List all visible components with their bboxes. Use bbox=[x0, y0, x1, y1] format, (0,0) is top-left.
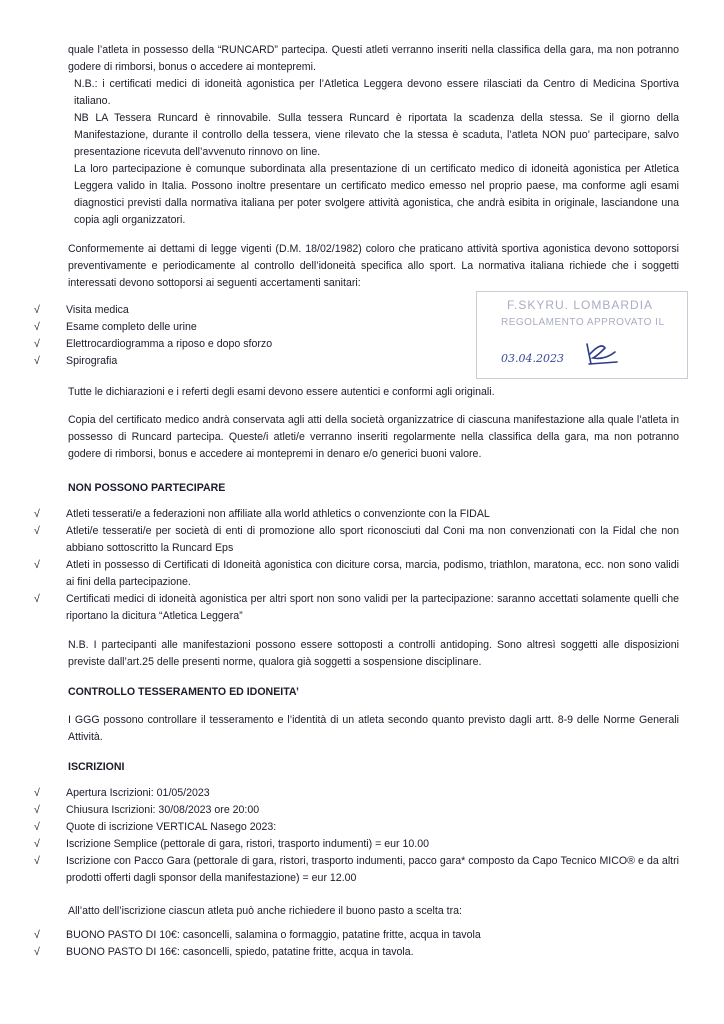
list-item: √ Atleti tesserati/e a federazioni non affiliate alla world athletics o convenzionte con la FIDAL bbox=[34, 506, 679, 523]
list-item: √ Spirografia bbox=[34, 353, 679, 370]
check-icon: √ bbox=[34, 593, 40, 605]
check-icon: √ bbox=[34, 304, 40, 316]
check-icon: √ bbox=[34, 321, 40, 333]
paragraph-buono-pasto: All’atto dell’iscrizione ciascun atleta può anche richiedere il buono pasto a scelta tra: bbox=[68, 905, 462, 917]
list-item: √ Certificati medici di idoneità agonistica per altri sport non sono validi per la partecipazione: saranno accettati solamente quelli che riportano la dicitura “Atletica Leggera” bbox=[34, 593, 679, 622]
list-item: √ BUONO PASTO DI 16€: casoncelli, spiedo, patatine fritte, acqua in tavola. bbox=[34, 944, 679, 961]
check-icon: √ bbox=[34, 946, 40, 958]
check-icon: √ bbox=[34, 855, 40, 867]
heading-controllo: CONTROLLO TESSERAMENTO ED IDONEITA’ bbox=[68, 686, 299, 698]
stamp-line-1: F.SKYRU. LOMBARDIA bbox=[507, 298, 654, 312]
list-item: √ Quote di iscrizione VERTICAL Nasego 2023: bbox=[34, 819, 679, 836]
paragraph-dichiarazioni: Tutte le dichiarazioni e i referti degli esami devono essere autentici e conformi agli originali. bbox=[68, 386, 495, 398]
list-item: √ BUONO PASTO DI 10€: casoncelli, salamina o formaggio, patatine fritte, acqua in tavola bbox=[34, 927, 679, 944]
check-icon: √ bbox=[34, 838, 40, 850]
list-item: √ Chiusura Iscrizioni: 30/08/2023 ore 20:00 bbox=[34, 802, 679, 819]
paragraph-copia-certificato: Copia del certificato medico andrà conservata agli atti della società organizzatrice di ciascuna manifestazione alla quale l’atleta in possesso di Runcard partecipa. Queste/i atleti/e verranno inseriti regolarmente nella classifica della gara, ma non potranno godere di rimborsi, bonus e accedere ai montepremi in denaro e/o generici buoni valore. bbox=[68, 414, 679, 460]
list-item: √ Visita medica bbox=[34, 302, 679, 319]
check-icon: √ bbox=[34, 787, 40, 799]
signature-icon bbox=[581, 338, 621, 368]
paragraph-runcard-intro: quale l’atleta in possesso della “RUNCARD” partecipa. Questi atleti verranno inseriti nella classifica della gara, ma non potranno godere di rimborsi, bonus o accedere ai montepremi. bbox=[68, 44, 679, 73]
stamp-line-2: REGOLAMENTO APPROVATO IL bbox=[501, 317, 665, 328]
approval-stamp bbox=[476, 291, 688, 379]
check-icon: √ bbox=[34, 559, 40, 571]
check-icon: √ bbox=[34, 804, 40, 816]
list-item: √ Esame completo delle urine bbox=[34, 319, 679, 336]
check-icon: √ bbox=[34, 508, 40, 520]
paragraph-antidoping: N.B. I partecipanti alle manifestazioni possono essere sottoposti a controlli antidoping. Sono altresì soggetti alle disposizioni previste dall’art.25 delle presenti norme, qualora già soggetti a sospensione disciplinare. bbox=[68, 639, 679, 668]
heading-non-possono: NON POSSONO PARTECIPARE bbox=[68, 482, 226, 494]
list-item: √ Atleti/e tesserati/e per società di enti di promozione allo sport riconosciuti dal Coni ma non convenzionati con la Fidal che non abbiano sottoscritto la Runcard Eps bbox=[34, 525, 679, 554]
list-item: √ Iscrizione Semplice (pettorale di gara, ristori, trasporto indumenti) = eur 10.00 bbox=[34, 836, 679, 853]
check-icon: √ bbox=[34, 338, 40, 350]
list-item: √ Iscrizione con Pacco Gara (pettorale di gara, ristori, trasporto indumenti, pacco gara* composto da Capo Tecnico MICO® e da altri prodotti offerti dagli sponsor della manifestazione) = eur 12.00 bbox=[34, 855, 679, 884]
list-item: √ Atleti in possesso di Certificati di Idoneità agonistica con diciture corsa, marcia, podismo, triathlon, maratona, ecc. non sono validi ai fini della partecipazione. bbox=[34, 559, 679, 588]
paragraph-controllo: I GGG possono controllare il tesseramento e l’identità di un atleta secondo quanto previsto dagli artt. 8-9 delle Norme Generali Attività. bbox=[68, 714, 679, 743]
paragraph-nb-tessera: NB LA Tessera Runcard è rinnovabile. Sulla tessera Runcard è riportata la scadenza della stessa. Se il giorno della Manifestazione, durante il controllo della tessera, viene rilevato che la stessa è scaduta, l’atleta NON puo’ partecipare, salvo presentazione ricevuta dell’avvenuto rinnovo on line. bbox=[74, 112, 679, 158]
check-icon: √ bbox=[34, 821, 40, 833]
check-icon: √ bbox=[34, 929, 40, 941]
paragraph-legge: Conformemente ai dettami di legge vigenti (D.M. 18/02/1982) coloro che praticano attività sportiva agonistica devono sottoporsi preventivamente e periodicamente al controllo dell’idoneità specifica allo sport. La normativa italiana richiede che i soggetti interessati devono sottoporsi ai seguenti accertamenti sanitari: bbox=[68, 243, 679, 289]
paragraph-nb-certificati: N.B.: i certificati medici di idoneità agonistica per l’Atletica Leggera devono essere rilasciati da Centro di Medicina Sportiva italiano. bbox=[74, 78, 679, 107]
stamp-date: 03.04.2023 bbox=[501, 352, 564, 365]
list-item: √ Apertura Iscrizioni: 01/05/2023 bbox=[34, 785, 679, 802]
heading-iscrizioni: ISCRIZIONI bbox=[68, 761, 125, 773]
list-item: √ Elettrocardiogramma a riposo e dopo sforzo bbox=[34, 336, 679, 353]
check-icon: √ bbox=[34, 355, 40, 367]
check-icon: √ bbox=[34, 525, 40, 537]
paragraph-partecipazione: La loro partecipazione è comunque subordinata alla presentazione di un certificato medico di idoneità agonistica per Atletica Leggera valido in Italia. Possono inoltre presentare un certificato medico emesso nel proprio paese, ma conforme agli esami diagnostici previsti dalla normativa italiana per poter svolgere attività agonistica, che andrà esibita in originale, lasciandone una copia agli organizzatori. bbox=[74, 163, 679, 226]
